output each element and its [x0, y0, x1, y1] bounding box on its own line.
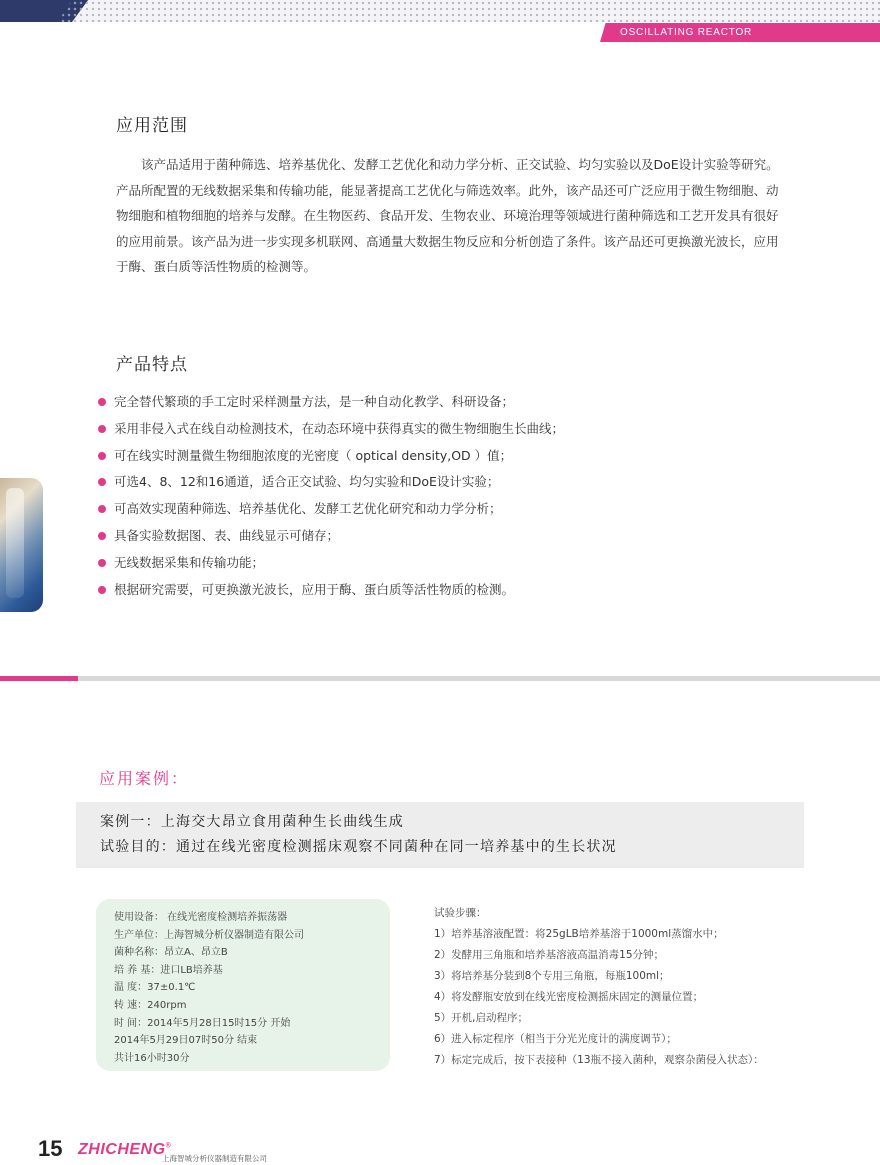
step-item: 5）开机,启动程序； [434, 1012, 529, 1024]
info-line: 菌种名称：昂立A、昂立B [114, 947, 228, 959]
case-purpose: 试验目的：通过在线光密度检测摇床观察不同菌种在同一培养基中的生长状况 [100, 839, 617, 855]
feature-item: 可选4、8、12和16通道，适合正交试验、均匀实验和DoE设计实验； [98, 470, 564, 497]
step-item: 1）培养基溶液配置：将25gLB培养基溶于1000ml蒸馏水中； [434, 928, 724, 940]
bullet-dot-icon [98, 425, 106, 433]
info-line: 转 速：240rpm [114, 999, 187, 1011]
step-item: 4）将发酵瓶安放到在线光密度检测摇床固定的测量位置； [434, 991, 704, 1003]
step-item: 2）发酵用三角瓶和培养基溶液高温消毒15分钟； [434, 949, 665, 961]
case-name: 案例一：上海交大昂立食用菌种生长曲线生成 [100, 814, 404, 830]
feature-item: 具备实验数据图、表、曲线显示可储存； [98, 524, 564, 551]
case-study-title: 应用案例： [99, 769, 190, 788]
footer-company: 上海智城分析仪器制造有限公司 [162, 1154, 267, 1163]
feature-item: 无线数据采集和传输功能； [98, 551, 564, 578]
divider-accent [0, 676, 78, 681]
page-number: 15 [38, 1136, 63, 1161]
top-dotted-band-light [72, 0, 880, 22]
step-item: 7）标定完成后，按下表接种（13瓶不接入菌种，观察杂菌侵入状态）： [434, 1054, 764, 1066]
info-line: 使用设备： 在线光密度检测培养振荡器 [114, 912, 288, 923]
feature-item: 可在线实时测量微生物细胞浓度的光密度（ optical density,OD ）值； [98, 444, 564, 471]
bullet-dot-icon [98, 586, 106, 594]
steps-list [434, 903, 764, 1071]
bullet-dot-icon [98, 478, 106, 486]
bullet-dot-icon [98, 559, 106, 567]
info-line: 培 养 基：进口LB培养基 [114, 964, 223, 976]
brand-logo: ZHICHENG® [78, 1141, 172, 1158]
feature-item: 根据研究需要，可更换激光波长，应用于酶、蛋白质等活性物质的检测。 [98, 578, 564, 605]
side-lab-photo [0, 478, 43, 612]
feature-item: 完全替代繁琐的手工定时采样测量方法，是一种自动化教学、科研设备； [98, 390, 564, 417]
bullet-dot-icon [98, 532, 106, 540]
info-line: 生产单位：上海智城分析仪器制造有限公司 [114, 929, 304, 941]
info-line: 2014年5月29日07时50分 结束 [114, 1035, 258, 1047]
info-line: 温 度：37±0.1℃ [114, 982, 196, 994]
application-scope-paragraph: 该产品适用于菌种筛选、培养基优化、发酵工艺优化和动力学分析、正交试验、均匀实验以及DoE设计实验等研究。产品所配置的无线数据采集和传输功能，能显著提高工艺优化与筛选效率。此外，该产品还可广泛应用于微生物细胞、动物细胞和植物细胞的培养与发酵。在生物医药、食品开发、生物农业、环境治理等领域进行菌种筛选和工艺开发具有很好的应用前景。该产品为进一步实现多机联网、高通量大数据生物反应和分析创造了条件。该产品还可更换激光波长，应用于酶、蛋白质等活性物质的检测等。 [116, 157, 779, 274]
bullet-dot-icon [98, 398, 106, 406]
bullet-dot-icon [98, 452, 106, 460]
steps-heading: 试验步骤： [434, 907, 487, 919]
bullet-dot-icon [98, 505, 106, 513]
application-scope-title: 应用范围 [116, 116, 188, 136]
features-title: 产品特点 [116, 355, 188, 375]
step-item: 3）将培养基分装到8个专用三角瓶，每瓶100ml； [434, 970, 670, 982]
feature-item: 采用非侵入式在线自动检测技术，在动态环境中获得真实的微生物细胞生长曲线； [98, 417, 564, 444]
divider-gray [78, 676, 880, 681]
ribbon-text: OSCILLATING REACTOR [620, 27, 753, 38]
step-item: 6）进入标定程序（相当于分光光度计的满度调节）； [434, 1033, 677, 1045]
info-line: 共计16小时30分 [114, 1052, 190, 1064]
info-line: 时 间：2014年5月28日15时15分 开始 [114, 1017, 291, 1029]
info-lines [114, 909, 304, 1067]
features-list [98, 390, 564, 604]
feature-item: 可高效实现菌种筛选、培养基优化、发酵工艺优化研究和动力学分析； [98, 497, 564, 524]
